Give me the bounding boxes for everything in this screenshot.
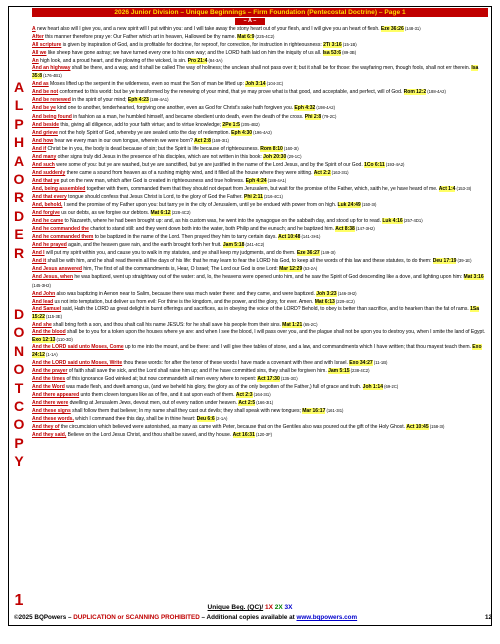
verse-item (32, 185, 488, 193)
verse-reference: Act 2:5 (238, 400, 256, 407)
verse-reference: Eph 4:24 (245, 177, 267, 184)
verse-reference: Act 16:31 (232, 432, 255, 439)
verse-lead: And be renewed (32, 97, 71, 104)
verse-item (32, 209, 488, 217)
verse-reference: Exo 34:27 (349, 359, 373, 366)
verse-text: tongue should confess that Jesus Christ is Lord, to the glory of God the Father. (66, 193, 244, 200)
verse-text: shall be to you for a token upon the houses where ye are: and when I see the blood, I will pass over you, and the plague shall not be upon you to destroy you, when I smite the land of Egypt. (65, 328, 486, 335)
verse-lead: An (32, 58, 39, 65)
verse-item (32, 225, 488, 233)
verse-reference: Eph 4:32 (294, 105, 316, 112)
verse-item (32, 383, 488, 391)
verse-lead: And he prayed (32, 242, 67, 249)
verse-text: like sheep have gone astray; we have turned every one to his own way; and the LORD hath laid on him the iniquity of us all. (46, 50, 323, 57)
verse-lead: And the Word (32, 384, 65, 391)
verse-text: together with them, commanded them that they should not depart from Jerusalem, but wait for the promise of the Father, which, saith he, ye have heard of me. (85, 185, 439, 192)
side-copy-letter: Y (14, 453, 24, 470)
verse-reference: Mar 16:17 (302, 408, 326, 415)
verse-item (32, 290, 488, 298)
verse-reference: Joh 3:23 (316, 290, 337, 297)
verse-item (32, 298, 488, 306)
verse-item (32, 367, 488, 375)
verse-note: (225-4C2) (254, 34, 275, 40)
verse-note: (216-4C1) (262, 193, 283, 199)
side-copy-letter: T (14, 379, 24, 396)
verse-reference: Deu 17:19 (432, 258, 457, 265)
verse-lead: And, behold, (32, 202, 63, 209)
verse-text: to Nazareth, where he had been brought up: and, as his custom was, he went into the synagogue on the sabbath day, and stood up for to read. (63, 218, 383, 225)
verse-lead: And Jesus answered (32, 266, 83, 273)
verse-text: of faith shall save the sick, and the Lord shall raise him up; and if he have committed sins, they shall be forgiven him. (67, 368, 329, 375)
verse-list (32, 25, 488, 593)
verse-text: high look, and a proud heart, and the plowing of the wicked, is sin. (38, 58, 188, 65)
verse-item (32, 104, 488, 112)
verse-item (32, 65, 488, 80)
verse-item (32, 233, 488, 241)
verse-text: chariot to stand still: and they went down both into the water, both Philip and the eunuch; and he baptized him. (88, 226, 336, 233)
verse-text: him, The first of all the commandments is, Hear, O Israel; The Lord our God is one Lord: (82, 266, 280, 273)
verse-note: (163-3I1) (330, 169, 349, 175)
verse-text: shall be with him, and he shall read therein all the days of his life: that he may learn to fear the LORD his God, to keep all the words of this law and these statutes, to do them: (46, 258, 433, 265)
verse-note: (149-3I) (319, 250, 336, 256)
verse-item (32, 257, 488, 265)
footer-3x: 3X (284, 604, 293, 611)
verse-text: he was baptized, went up straightway out of the water: and, lo, the heavens were opened unto him, and he saw the Spirit of God descending like a dove, and lighting upon him: (73, 274, 464, 281)
verse-reference: Mat 6:12 (150, 210, 171, 217)
verse-lead: And they of (32, 424, 60, 431)
verse-lead: And he commanded the (32, 226, 89, 233)
verse-text: shall be there, and a way, and it shall be called The way of holiness; the unclean shall not pass over it; but it shall be for those: the wayfaring men, though fools, shall not err therein. (70, 65, 472, 72)
verse-reference: Eze 36:27 (296, 250, 320, 257)
side-copy-letter: D (13, 306, 25, 322)
verse-lead: And forgive (32, 210, 60, 217)
verse-text: said, Hath the LORD as great delight in burnt offerings and sacrifices, as in obeying the voice of the LORD? Behold, to obey is better than sacrifice, and to hearken than the fat of rams. (61, 305, 471, 312)
side-alpha-letter: A (13, 152, 25, 169)
verse-note: (188-4A1) (148, 97, 169, 103)
verse-text: was made flesh, and dwelt among us, (and we beheld his glory, the glory as of the only begotten of the Father,) full of grace and truth. (64, 384, 363, 391)
verse-reference: Mat 6:13 (314, 298, 335, 305)
verse-reference: Act 10:48 (278, 234, 301, 241)
verse-text: to be baptized in the name of the Lord. Then prayed they him to tarry certain days. (93, 234, 279, 241)
verse-text: shall bring forth a son, and thou shalt call his name JESUS: for he shall save his people from their sins. (51, 321, 283, 328)
verse-note: (160-3I) (282, 145, 299, 151)
verse-lead: And an highway (32, 65, 71, 72)
verse-item (32, 344, 488, 359)
verse-lead: And such (32, 161, 55, 168)
verse-item (32, 391, 488, 399)
side-copy-letter: O (13, 416, 25, 433)
verse-note: (11-1B) (372, 359, 388, 365)
verse-item (32, 96, 488, 104)
verse-lead: And I (32, 250, 45, 257)
verse-note: (238-4C2) (349, 368, 370, 374)
verse-item (32, 161, 488, 169)
verse-reference: Joh 3:14 (245, 81, 266, 88)
page-number-left: 1 (14, 592, 24, 609)
verse-item (32, 153, 488, 161)
verse-text: us not into temptation, but deliver us from evil: For thine is the kingdom, and the power, and the glory, for ever. Amen. (53, 298, 315, 305)
verse-note: (158-3I) (428, 424, 445, 430)
verse-item (32, 375, 488, 383)
verse-lead: And these signs (32, 408, 71, 415)
side-alpha-letter: L (14, 97, 24, 114)
verse-lead: And the LORD said unto Moses, Write (32, 359, 123, 366)
verse-note: (53-2A) (302, 266, 318, 272)
verse-text: in fashion as a man, he humbled himself, and became obedient unto death, even the death of the cross. (71, 113, 305, 120)
side-alpha-letter: D (13, 207, 25, 224)
verse-reference: Phi 2:11 (243, 193, 263, 200)
side-copy-letter: P (14, 434, 24, 451)
verse-note: (176-4B1) (42, 73, 62, 79)
verse-item (32, 241, 488, 249)
verse-item (32, 41, 488, 49)
verse-note: (166-3I1) (255, 400, 274, 406)
footer-copyright: ©2025 BQPowers – (14, 614, 72, 621)
verse-reference: Luk 24:49 (337, 202, 361, 209)
verse-text: thou these words: for after the tenor of these words I have made a covenant with thee and with Israel. (122, 359, 350, 366)
verse-reference: Phi 2:8 (304, 113, 322, 120)
verse-note: (79-2C) (321, 113, 337, 119)
verse-reference: Jam 5:18 (222, 242, 245, 249)
verse-item (32, 57, 488, 65)
verse-note: (84-3A) (207, 58, 223, 64)
verse-item (32, 33, 488, 41)
verse-item (32, 249, 488, 257)
verse-item (32, 415, 488, 423)
verse-text: I send the promise of my Father upon you: but tarry ye in the city of Jerusalem, until ye be endued with power from on high. (62, 202, 338, 209)
side-copy-letter: O (13, 324, 25, 341)
verse-item (32, 359, 488, 367)
verse-note: (193-4A2) (384, 161, 405, 167)
verse-lead: And beside (32, 121, 60, 128)
page-title: 2026 Junior Division – Unique Beginnings – Firm Foundation (Pentecostal Doctrine) – Page 1 (32, 8, 488, 17)
verse-note: (205-4B2) (239, 121, 260, 127)
verse-reference: Act 10:45 (406, 424, 429, 431)
verse-note: (39-1E) (456, 258, 472, 264)
side-text-do-not-copy (10, 305, 28, 471)
verse-reference: Mat 6:9 (237, 34, 255, 41)
verse-item (32, 423, 488, 431)
verse-note: (146-3H2) (336, 290, 357, 296)
verse-note: (241-4C2) (244, 242, 265, 248)
verse-text: us our debts, as we forgive our debtors. (59, 210, 151, 217)
verse-item (32, 407, 488, 415)
verse-reference: Isa 35:8 (32, 65, 479, 80)
verse-note: (169-3I1) (210, 137, 229, 143)
verse-lead: And Samuel (32, 305, 62, 312)
verse-reference: Act 8:38 (335, 226, 355, 233)
verse-text: again, and the heaven gave rain, and the earth brought forth her fruit. (66, 242, 223, 249)
verse-reference: Eph 4:30 (231, 129, 253, 136)
footer-page-number: 12 (484, 614, 492, 621)
verse-item (32, 273, 488, 289)
footer-url[interactable]: www.bqpowers.com (296, 614, 358, 621)
verse-text: this, giving all diligence, add to your faith virtue; and to virtue knowledge; (59, 121, 223, 128)
verse-note: (1-1A) (44, 351, 58, 357)
verse-note: (196-4A2) (252, 129, 272, 135)
verse-note: (198-4A2) (315, 105, 336, 111)
section-label: – A – (235, 18, 265, 25)
verse-lead: And the blood (32, 328, 66, 335)
verse-reference: Jam 5:15 (328, 368, 350, 375)
verse-reference: Pro 21:4 (187, 58, 208, 65)
footer-1x: 1X (264, 604, 273, 611)
side-copy-letter: C (13, 398, 25, 415)
verse-lead: And the LORD said unto Moses, Come (32, 343, 124, 350)
verse-lead: A (32, 26, 36, 32)
verse-text: other signs truly did Jesus in the presence of his disciples, which are not written in this book: (56, 153, 264, 160)
verse-reference: Exo 12:13 (32, 336, 56, 343)
verse-lead: And the prayer (32, 368, 68, 375)
verse-note: (147-3H2) (354, 226, 375, 232)
verse-reference: Mat 1:21 (282, 321, 303, 328)
side-copy-letter: O (13, 361, 25, 378)
verse-item (32, 137, 488, 145)
verse-text: were some of you: but ye are washed, but ye are sanctified, but ye are justified in the name of the Lord Jesus, and by the Spirit of our God. (54, 161, 365, 168)
verse-reference: Eph 4:23 (127, 97, 149, 104)
footer-available: – Additional copies available at (201, 614, 295, 621)
verse-note: (161-3I1) (325, 408, 344, 414)
verse-lead: And these words, (32, 416, 74, 423)
side-alpha-letter: R (13, 189, 25, 206)
verse-text: of this ignorance God winked at; but now commandeth all men every where to repent: (65, 376, 258, 383)
verse-item (32, 80, 488, 88)
verse-item (32, 265, 488, 273)
verse-text: Believe on the Lord Jesus Christ, and thou shalt be saved, and thy house. (66, 432, 233, 439)
verse-item (32, 399, 488, 407)
verse-reference: Mat 3:16 (463, 274, 484, 281)
verse-note: (145-3H2) (32, 282, 51, 288)
verse-lead: And be ye (32, 105, 56, 112)
verse-note: (135-3G) (279, 376, 298, 382)
footer-warning: DUPLICATION or SCANNING PROHIBITED (73, 614, 200, 621)
side-text-alpha-order (10, 78, 28, 262)
verse-lead: And it (32, 258, 47, 265)
verse-note: (188-4A2) (426, 89, 446, 95)
verse-lead: And grieve (32, 129, 58, 136)
verse-lead: After (32, 34, 44, 41)
verse-item (32, 201, 488, 209)
side-alpha-letter: A (13, 79, 25, 95)
verse-reference: Act 17:30 (257, 376, 280, 383)
verse-text: Moses lifted up the serpent in the wilderness, even so must the Son of man be lifted up: (48, 81, 246, 88)
verse-reference: Act 2:2 (313, 169, 331, 176)
verse-reference: Deu 6:6 (196, 416, 215, 423)
verse-item (32, 25, 488, 33)
verse-note: (148-31) (403, 26, 421, 31)
verse-reference: 1Co 6:11 (364, 161, 385, 168)
verse-text: not the holy Spirit of God, whereby ye are sealed unto the day of redemption. (57, 129, 232, 136)
verse-lead: All we (32, 50, 47, 57)
verse-note: (2-1A) (214, 416, 228, 422)
verse-text: Christ be in you, the body is dead because of sin; but the Spirit is life because of righteousness. (46, 145, 261, 152)
verse-item (32, 88, 488, 96)
verse-text: shall follow them that believe; In my name shall they cast out devils; they shall speak with new tongues; (70, 408, 303, 415)
verse-item (32, 177, 488, 185)
verse-reference: Exo 24:12 (32, 343, 482, 358)
verse-text: also was baptizing in Aenon near to Salim, because there was much water there: and they came, and were baptized. (55, 290, 317, 297)
verse-item (32, 145, 488, 153)
verse-text: hear we every man in our own tongue, wherein we were born? (53, 137, 195, 144)
verse-reference: 2Pe 1:5 (222, 121, 240, 128)
verse-lead: And he came (32, 218, 64, 225)
verse-note: (257-4D1) (402, 218, 423, 224)
verse-text: there came a sound from heaven as of a rushing mighty wind, and it filled all the house where they were sitting. (65, 169, 314, 176)
verse-note: (29-1C) (286, 153, 302, 159)
verse-lead: And how (32, 137, 54, 144)
verse-text: will put my spirit within you, and cause you to walk in my statutes, and ye shall keep my judgments, and do them. (44, 250, 297, 257)
verse-lead: And, being assembled (32, 185, 86, 192)
verse-lead: And that ye (32, 177, 60, 184)
side-alpha-letter: O (13, 171, 25, 188)
verse-text: up to me into the mount, and be there: and I will give thee tables of stone, and a law, and commandments which I have written; that thou mayest teach them. (123, 343, 473, 350)
verse-item (32, 121, 488, 129)
verse-text: this manner therefore pray ye: Our Father which art in heaven, Hallowed be thy name. (43, 34, 238, 41)
verse-note: (150-3I) (360, 202, 377, 208)
verse-item (32, 321, 488, 329)
verse-item (32, 193, 488, 201)
side-alpha-letter: P (14, 115, 24, 132)
verse-lead: And be not (32, 89, 59, 96)
verse-reference: Joh 20:30 (263, 153, 287, 160)
verse-item (32, 306, 488, 321)
verse-lead: And that every (32, 193, 67, 200)
verse-lead: And he commanded them (32, 234, 94, 241)
verse-reference: Rom 12:2 (403, 89, 427, 96)
verse-reference: Act 2:8 (194, 137, 211, 144)
verse-reference: Act 1:4 (438, 185, 456, 192)
verse-text: conformed to this world: but be ye transformed by the renewing of your mind, that ye may prove what is that good, and acceptable, and perfect, will of God. (58, 89, 404, 96)
verse-text: is given by inspiration of God, and is profitable for doctrine, for reproof, for correction, for instruction in righteousness: (61, 42, 324, 49)
footer-label: Unique Beg. (QC)/ (207, 604, 264, 611)
verse-lead: And lead (32, 298, 54, 305)
verse-note: (15-1B) (341, 42, 357, 48)
side-alpha-letter: E (14, 226, 24, 243)
verse-lead: And the times (32, 376, 66, 383)
verse-lead: And as (32, 81, 49, 88)
verse-lead: And she (32, 321, 52, 328)
verse-text: dwelling at Jerusalem Jews, devout men, out of every nation under heaven. (68, 400, 239, 407)
verse-item (32, 169, 488, 177)
verse-lead: And there were (32, 400, 69, 407)
verse-item (32, 329, 488, 344)
verse-item (32, 113, 488, 121)
verse-text: unto them cloven tongues like as of fire, and it sat upon each of them. (79, 392, 236, 399)
verse-lead: And there appeared (32, 392, 80, 399)
verse-item (32, 431, 488, 439)
side-copy-letter: N (13, 342, 25, 359)
verse-lead: And Jesus, when (32, 274, 74, 281)
verse-item (32, 129, 488, 137)
verse-text: which I command thee this day, shall be in thine heart: (73, 416, 197, 423)
verse-note: (228-4C2) (170, 210, 191, 216)
verse-note: (120-3F) (254, 432, 273, 438)
verse-item (32, 217, 488, 225)
side-alpha-letter: H (13, 134, 25, 151)
footer-2x: 2X (274, 604, 283, 611)
footer-copyright-row (14, 614, 492, 621)
verse-item (32, 49, 488, 57)
verse-lead: And they said, (32, 432, 67, 439)
verse-reference: 1Sa 15:22 (32, 305, 480, 320)
verse-lead: And if (32, 145, 47, 152)
verse-lead: And John (32, 290, 56, 297)
verse-reference: 2Ti 3:16 (323, 42, 342, 49)
verse-note: (65-2C) (302, 321, 318, 327)
verse-note: (104-3C) (265, 81, 284, 87)
verse-text: put on the new man, which after God is created in righteousness and true holiness. (59, 177, 246, 184)
verse-lead: And many (32, 153, 57, 160)
footer-label-row (0, 604, 500, 611)
verse-lead: All scripture (32, 42, 62, 49)
verse-text: in the spirit of your mind; (70, 97, 128, 104)
verse-text: kind one to another, tenderhearted, forgiving one another, even as God for Christ's sake hath forgiven you. (55, 105, 295, 112)
verse-note: (69-2C) (383, 384, 399, 390)
verse-note: (229-4C2) (334, 298, 355, 304)
verse-note: (153-3I) (455, 185, 472, 191)
verse-lead: And being found (32, 113, 72, 120)
verse-note: (164-3I1) (252, 392, 271, 398)
verse-text: the circumcision which believed were astonished, as many as came with Peter, because that on the Gentiles also was poured out the gift of the Holy Ghost. (59, 424, 407, 431)
verse-text: new heart also will I give you, and a new spirit will I put within you: and I will take away the stony heart out of your flesh, and I will give you an heart of flesh. (35, 26, 381, 32)
verse-reference: Luk 4:16 (382, 218, 403, 225)
verse-note: (188-4A1) (266, 177, 287, 183)
verse-reference: Act 2:3 (235, 392, 253, 399)
verse-reference: Eze 36:26 (380, 26, 404, 32)
verse-note: (89-3B) (341, 50, 357, 56)
verse-reference: Isa 53:6 (322, 50, 342, 57)
verse-note: (115-3E) (44, 313, 62, 319)
verse-note: (110-3D) (55, 336, 73, 342)
verse-lead: And suddenly (32, 169, 66, 176)
verse-reference: Mar 12:29 (279, 266, 303, 273)
verse-note: (141-3H1) (300, 234, 321, 240)
side-alpha-letter: R (13, 244, 25, 261)
verse-reference: Joh 1:14 (362, 384, 384, 391)
verse-reference: Rom 8:10 (260, 145, 283, 152)
